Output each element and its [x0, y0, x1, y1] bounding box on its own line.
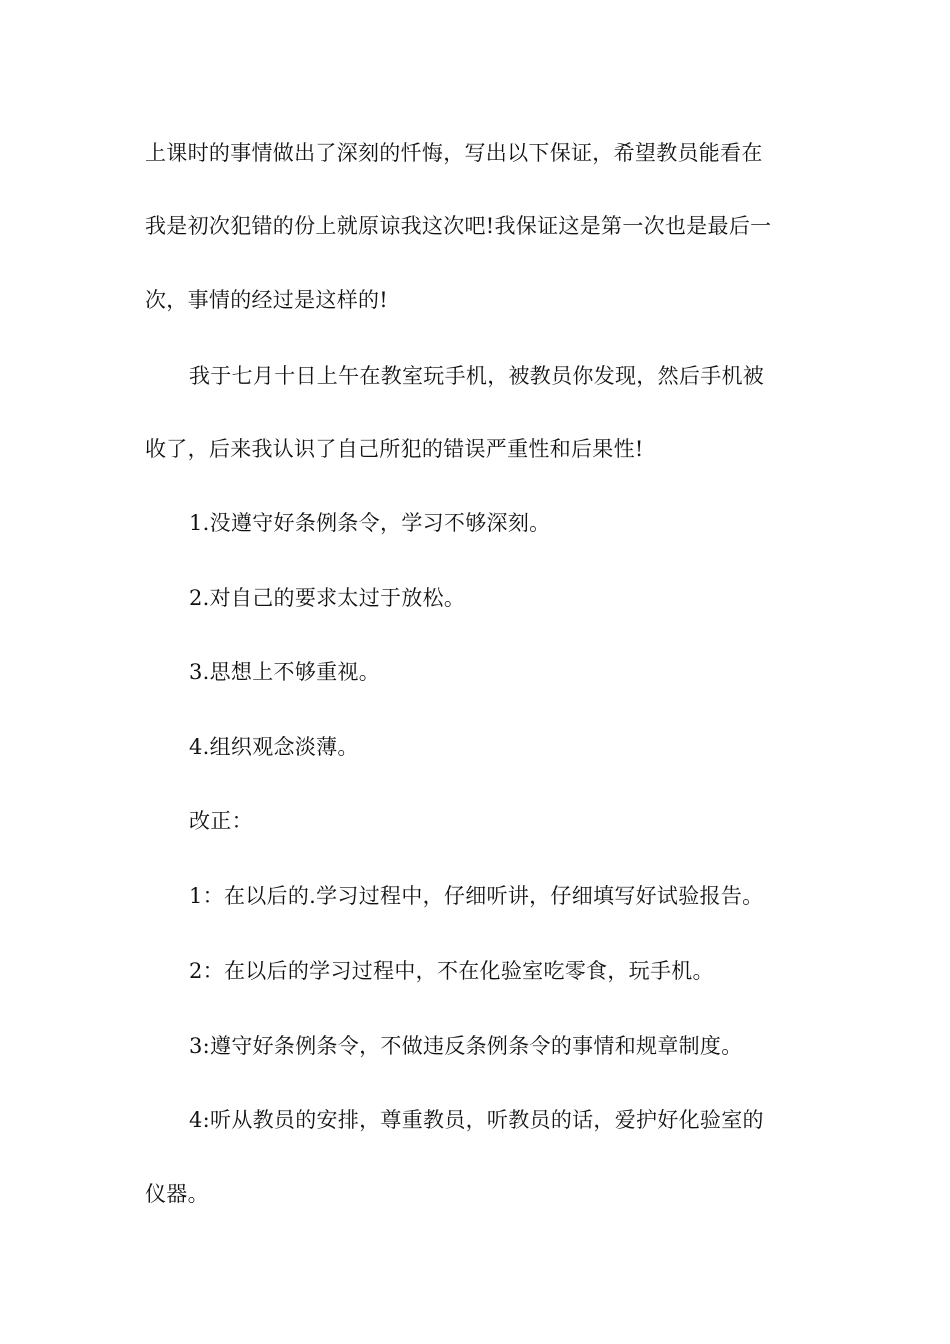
list-item: 1：在以后的.学习过程中，仔细听讲，仔细填写好试验报告。: [189, 884, 764, 908]
list-item: 3:遵守好条例条令，不做违反条例条令的事情和规章制度。: [189, 1034, 743, 1058]
paragraph-line: 收了，后来我认识了自己所犯的错误严重性和后果性!: [145, 437, 644, 461]
list-item: 4.组织观念淡薄。: [189, 735, 359, 759]
list-item: 4:听从教员的安排，尊重教员，听教员的话，爱护好化验室的: [189, 1108, 764, 1132]
list-item: 2.对自己的要求太过于放松。: [189, 586, 466, 610]
paragraph-line: 我于七月十日上午在教室玩手机，被教员你发现，然后手机被: [189, 364, 765, 388]
list-item: 2：在以后的学习过程中，不在化验室吃零食，玩手机。: [189, 959, 714, 983]
paragraph-line: 次，事情的经过是这样的!: [145, 288, 389, 312]
list-item: 3.思想上不够重视。: [189, 660, 381, 684]
paragraph-line: 我是初次犯错的份上就原谅我这次吧!我保证这是第一次也是最后一: [145, 214, 772, 238]
section-heading: 改正：: [189, 809, 253, 833]
paragraph-line: 上课时的事情做出了深刻的忏悔，写出以下保证，希望教员能看在: [145, 141, 763, 165]
list-item: 1.没遵守好条例条令，学习不够深刻。: [189, 511, 551, 535]
paragraph-line: 仪器。: [145, 1182, 209, 1206]
